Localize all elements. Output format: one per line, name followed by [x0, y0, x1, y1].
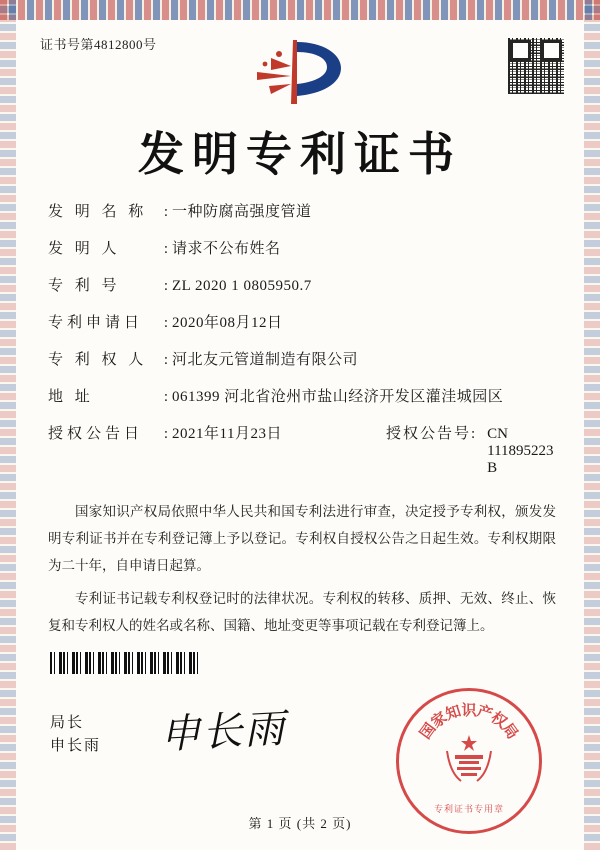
field-row — [48, 385, 552, 406]
seal-char: 知 — [443, 703, 464, 724]
national-emblem-icon — [439, 731, 499, 789]
field-colon: : — [163, 315, 169, 331]
grant-number-label: 授权公告号: — [386, 426, 478, 442]
signature-block — [50, 712, 101, 759]
field-row — [48, 311, 552, 332]
handwritten-signature: 申长雨 — [159, 705, 288, 759]
field-colon: : — [163, 352, 169, 368]
field-row — [48, 237, 552, 258]
field-value: 061399 河北省沧州市盐山经济开发区灌洼城园区 — [172, 389, 504, 405]
barcode-icon — [50, 652, 200, 674]
seal-bottom-text: 专利证书专用章 — [433, 804, 504, 814]
seal-char: 局 — [498, 720, 521, 743]
patent-office-logo-icon — [235, 36, 365, 108]
seal-char: 产 — [474, 703, 495, 724]
field-colon: : — [163, 204, 169, 220]
page-title: 发明专利证书 — [138, 127, 462, 181]
legal-paragraph: 国家知识产权局依照中华人民共和国专利法进行审查，决定授予专利权，颁发发明专利证书并在专利登记簿上予以登记。专利权自授权公告之日起生效。专利权期限为二十年，自申请日起算。 — [48, 504, 556, 573]
field-value: 一种防腐高强度管道 — [172, 204, 312, 220]
field-row — [48, 348, 552, 369]
seal-char: 国 — [417, 720, 440, 743]
field-value: 2020年08月12日 — [172, 315, 283, 331]
field-value: 2021年11月23日 — [172, 426, 282, 442]
field-label: 发 明 人 — [48, 241, 121, 257]
field-colon: : — [163, 389, 169, 405]
certificate-number: 证书号第4812800号 — [40, 37, 157, 52]
signature-name: 申长雨 — [50, 738, 102, 755]
field-row — [48, 200, 552, 221]
field-label: 专 利 权 人 — [48, 352, 148, 368]
field-colon: : — [163, 278, 169, 294]
field-label: 地 址 — [48, 389, 94, 405]
field-colon: : — [163, 426, 169, 442]
page-footer: 第 1 页 (共 2 页) — [248, 816, 352, 831]
field-label: 专利申请日 — [48, 315, 144, 331]
legal-paragraph: 专利证书记载专利权登记时的法律状况。专利权的转移、质押、无效、终止、恢复和专利权人的姓名或名称、国籍、地址变更等事项记载在专利登记簿上。 — [48, 591, 556, 633]
field-colon: : — [163, 241, 169, 257]
field-value: ZL 2020 1 0805950.7 — [172, 278, 312, 294]
grant-announcement-row — [48, 422, 552, 477]
field-label: 专 利 号 — [48, 278, 121, 294]
legal-text — [48, 498, 556, 645]
fields-list — [48, 200, 552, 493]
signature-role: 局长 — [50, 715, 85, 731]
grant-number-value: CN 111895223 B — [487, 426, 554, 476]
seal-char: 家 — [428, 709, 451, 732]
qr-code-icon — [508, 38, 564, 94]
seal-char: 识 — [461, 703, 477, 719]
field-row — [48, 274, 552, 295]
decorative-border-top — [0, 0, 600, 20]
field-value: 河北友元管道制造有限公司 — [172, 352, 359, 368]
field-value: 请求不公布姓名 — [172, 241, 281, 257]
field-label: 发 明 名 称 — [48, 204, 148, 220]
seal-char: 权 — [487, 709, 510, 732]
field-label: 授权公告日 — [48, 426, 144, 442]
